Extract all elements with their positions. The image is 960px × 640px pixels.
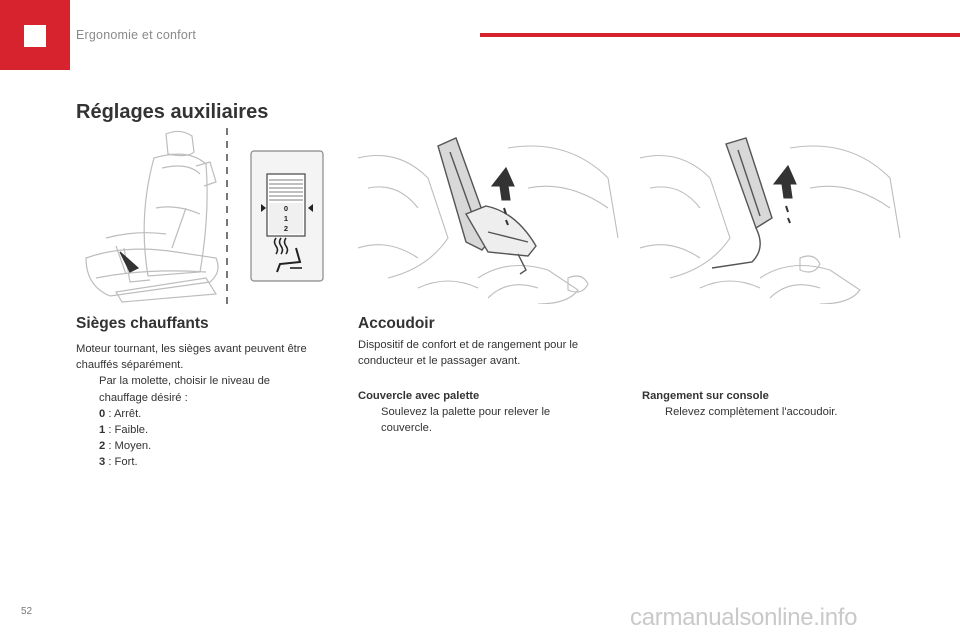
lift-arrow-icon (492, 168, 514, 200)
lid-step (358, 404, 618, 436)
armrest-heading: Accoudoir (358, 315, 435, 332)
page-number: 52 (21, 606, 33, 617)
section-tab-marker-inner (24, 25, 46, 47)
armrest-intro (358, 337, 618, 369)
storage-step (642, 404, 942, 420)
dial-label-2: 2 (283, 224, 289, 233)
dashed-separator (224, 128, 230, 304)
level-item-3: 3 : Fort. (99, 456, 138, 469)
seats-text (76, 341, 346, 471)
seats-intro-line1: Moteur tournant, les sièges avant peuvent être (76, 343, 307, 355)
header-rule (480, 33, 960, 37)
level-item-0: 0 : Arrêt. (99, 407, 142, 420)
seats-step-line1: Par la molette, choisir le niveau de (99, 375, 271, 388)
lid-step-line2: couvercle. (381, 422, 432, 435)
armrest-console-illustration (640, 128, 902, 304)
page-title: Réglages auxiliaires (76, 101, 269, 123)
armrest-intro-line2: conducteur et le passager avant. (358, 355, 521, 368)
armrest-lid-block (358, 388, 618, 437)
level-item-1: 1 : Faible. (99, 424, 149, 437)
lift-arrow-icon (774, 166, 796, 198)
armrest-storage-block (642, 388, 942, 420)
seats-intro-line2: chauffés séparément. (76, 359, 184, 372)
heater-dial-panel (250, 150, 324, 282)
watermark: carmanualsonline.info (630, 604, 858, 631)
lid-step-line1: Soulevez la palette pour relever le (381, 406, 551, 419)
storage-step-line: Relevez complètement l'accoudoir. (665, 406, 838, 419)
lid-subheading: Couvercle avec palette (358, 390, 480, 402)
dial-label-0: 0 (283, 204, 289, 213)
seats-step (76, 373, 346, 405)
dial-label-1: 1 (283, 214, 289, 223)
press-arrow-icon (120, 252, 138, 272)
armrest-intro-line1: Dispositif de confort et de rangement pour le (358, 339, 579, 351)
seats-heading: Sièges chauffants (76, 315, 209, 332)
storage-subheading: Rangement sur console (642, 390, 769, 402)
armrest-lid-illustration (358, 128, 620, 304)
heated-seat-illustration (76, 128, 226, 304)
section-title: Ergonomie et confort (76, 28, 197, 42)
level-item-2: 2 : Moyen. (99, 440, 152, 453)
seats-step-line2: chauffage désiré : (99, 391, 188, 404)
